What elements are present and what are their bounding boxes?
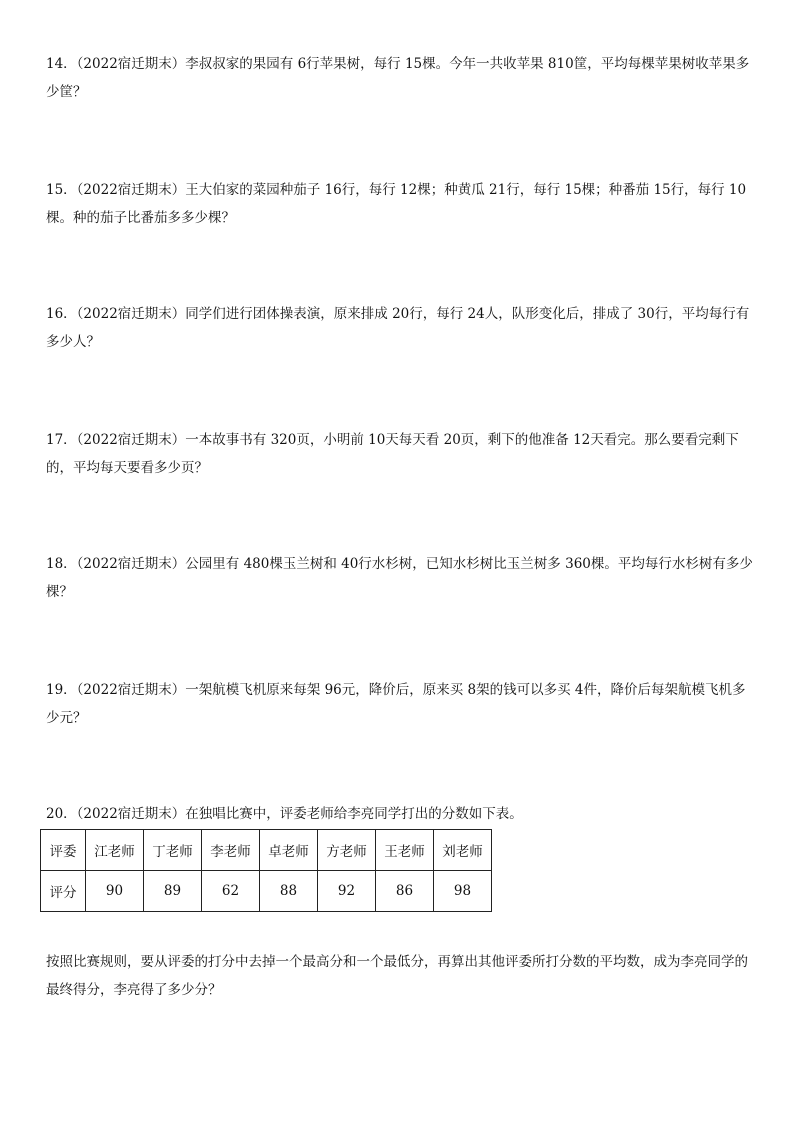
table-header-judge: 评委 [41,830,86,871]
judge-cell: 江老师 [86,830,144,871]
table-header-score: 评分 [41,871,86,912]
question-18: 18．（2022宿迁期末）公园里有 480棵玉兰树和 40行水杉树，已知水杉树比玉兰树多 360棵。平均每行水杉树有多少棵？ [46,556,753,600]
judge-cell: 卓老师 [260,830,318,871]
table-row-scores [41,871,492,912]
question-17: 17．（2022宿迁期末）一本故事书有 320页，小明前 10天每天看 20页，剩下的他准备 12天看完。那么要看完剩下的，平均每天要看多少页？ [46,432,739,476]
judge-cell: 刘老师 [434,830,492,871]
table-row-judges [41,830,492,871]
judge-cell: 李老师 [202,830,260,871]
judge-cell: 方老师 [318,830,376,871]
question-19: 19．（2022宿迁期末）一架航模飞机原来每架 96元，降价后，原来买 8架的钱可以多买 4件，降价后每架航模飞机多少元？ [46,682,746,726]
judge-cell: 王老师 [376,830,434,871]
question-20: 20．（2022宿迁期末）在独唱比赛中，评委老师给李亮同学打出的分数如下表。 [46,806,523,822]
score-cell: 89 [144,871,202,912]
score-cell: 62 [202,871,260,912]
score-cell: 88 [260,871,318,912]
question-14: 14．（2022宿迁期末）李叔叔家的果园有 6行苹果树，每行 15棵。今年一共收苹果 810筐，平均每棵苹果树收苹果多少筐？ [46,56,750,100]
score-cell: 90 [86,871,144,912]
score-cell: 86 [376,871,434,912]
score-cell: 92 [318,871,376,912]
question-15: 15．（2022宿迁期末）王大伯家的菜园种茄子 16行，每行 12棵；种黄瓜 21行，每行 15棵；种番茄 15行，每行 10棵。种的茄子比番茄多多少棵？ [46,182,747,226]
judge-cell: 丁老师 [144,830,202,871]
question-16: 16．（2022宿迁期末）同学们进行团体操表演，原来排成 20行，每行 24人，队形变化后，排成了 30行，平均每行有多少人？ [46,306,750,350]
score-table [40,829,492,912]
score-cell: 98 [434,871,492,912]
question-20-followup: 按照比赛规则，要从评委的打分中去掉一个最高分和一个最低分，再算出其他评委所打分数的平均数，成为李亮同学的最终得分，李亮得了多少分？ [46,954,748,998]
